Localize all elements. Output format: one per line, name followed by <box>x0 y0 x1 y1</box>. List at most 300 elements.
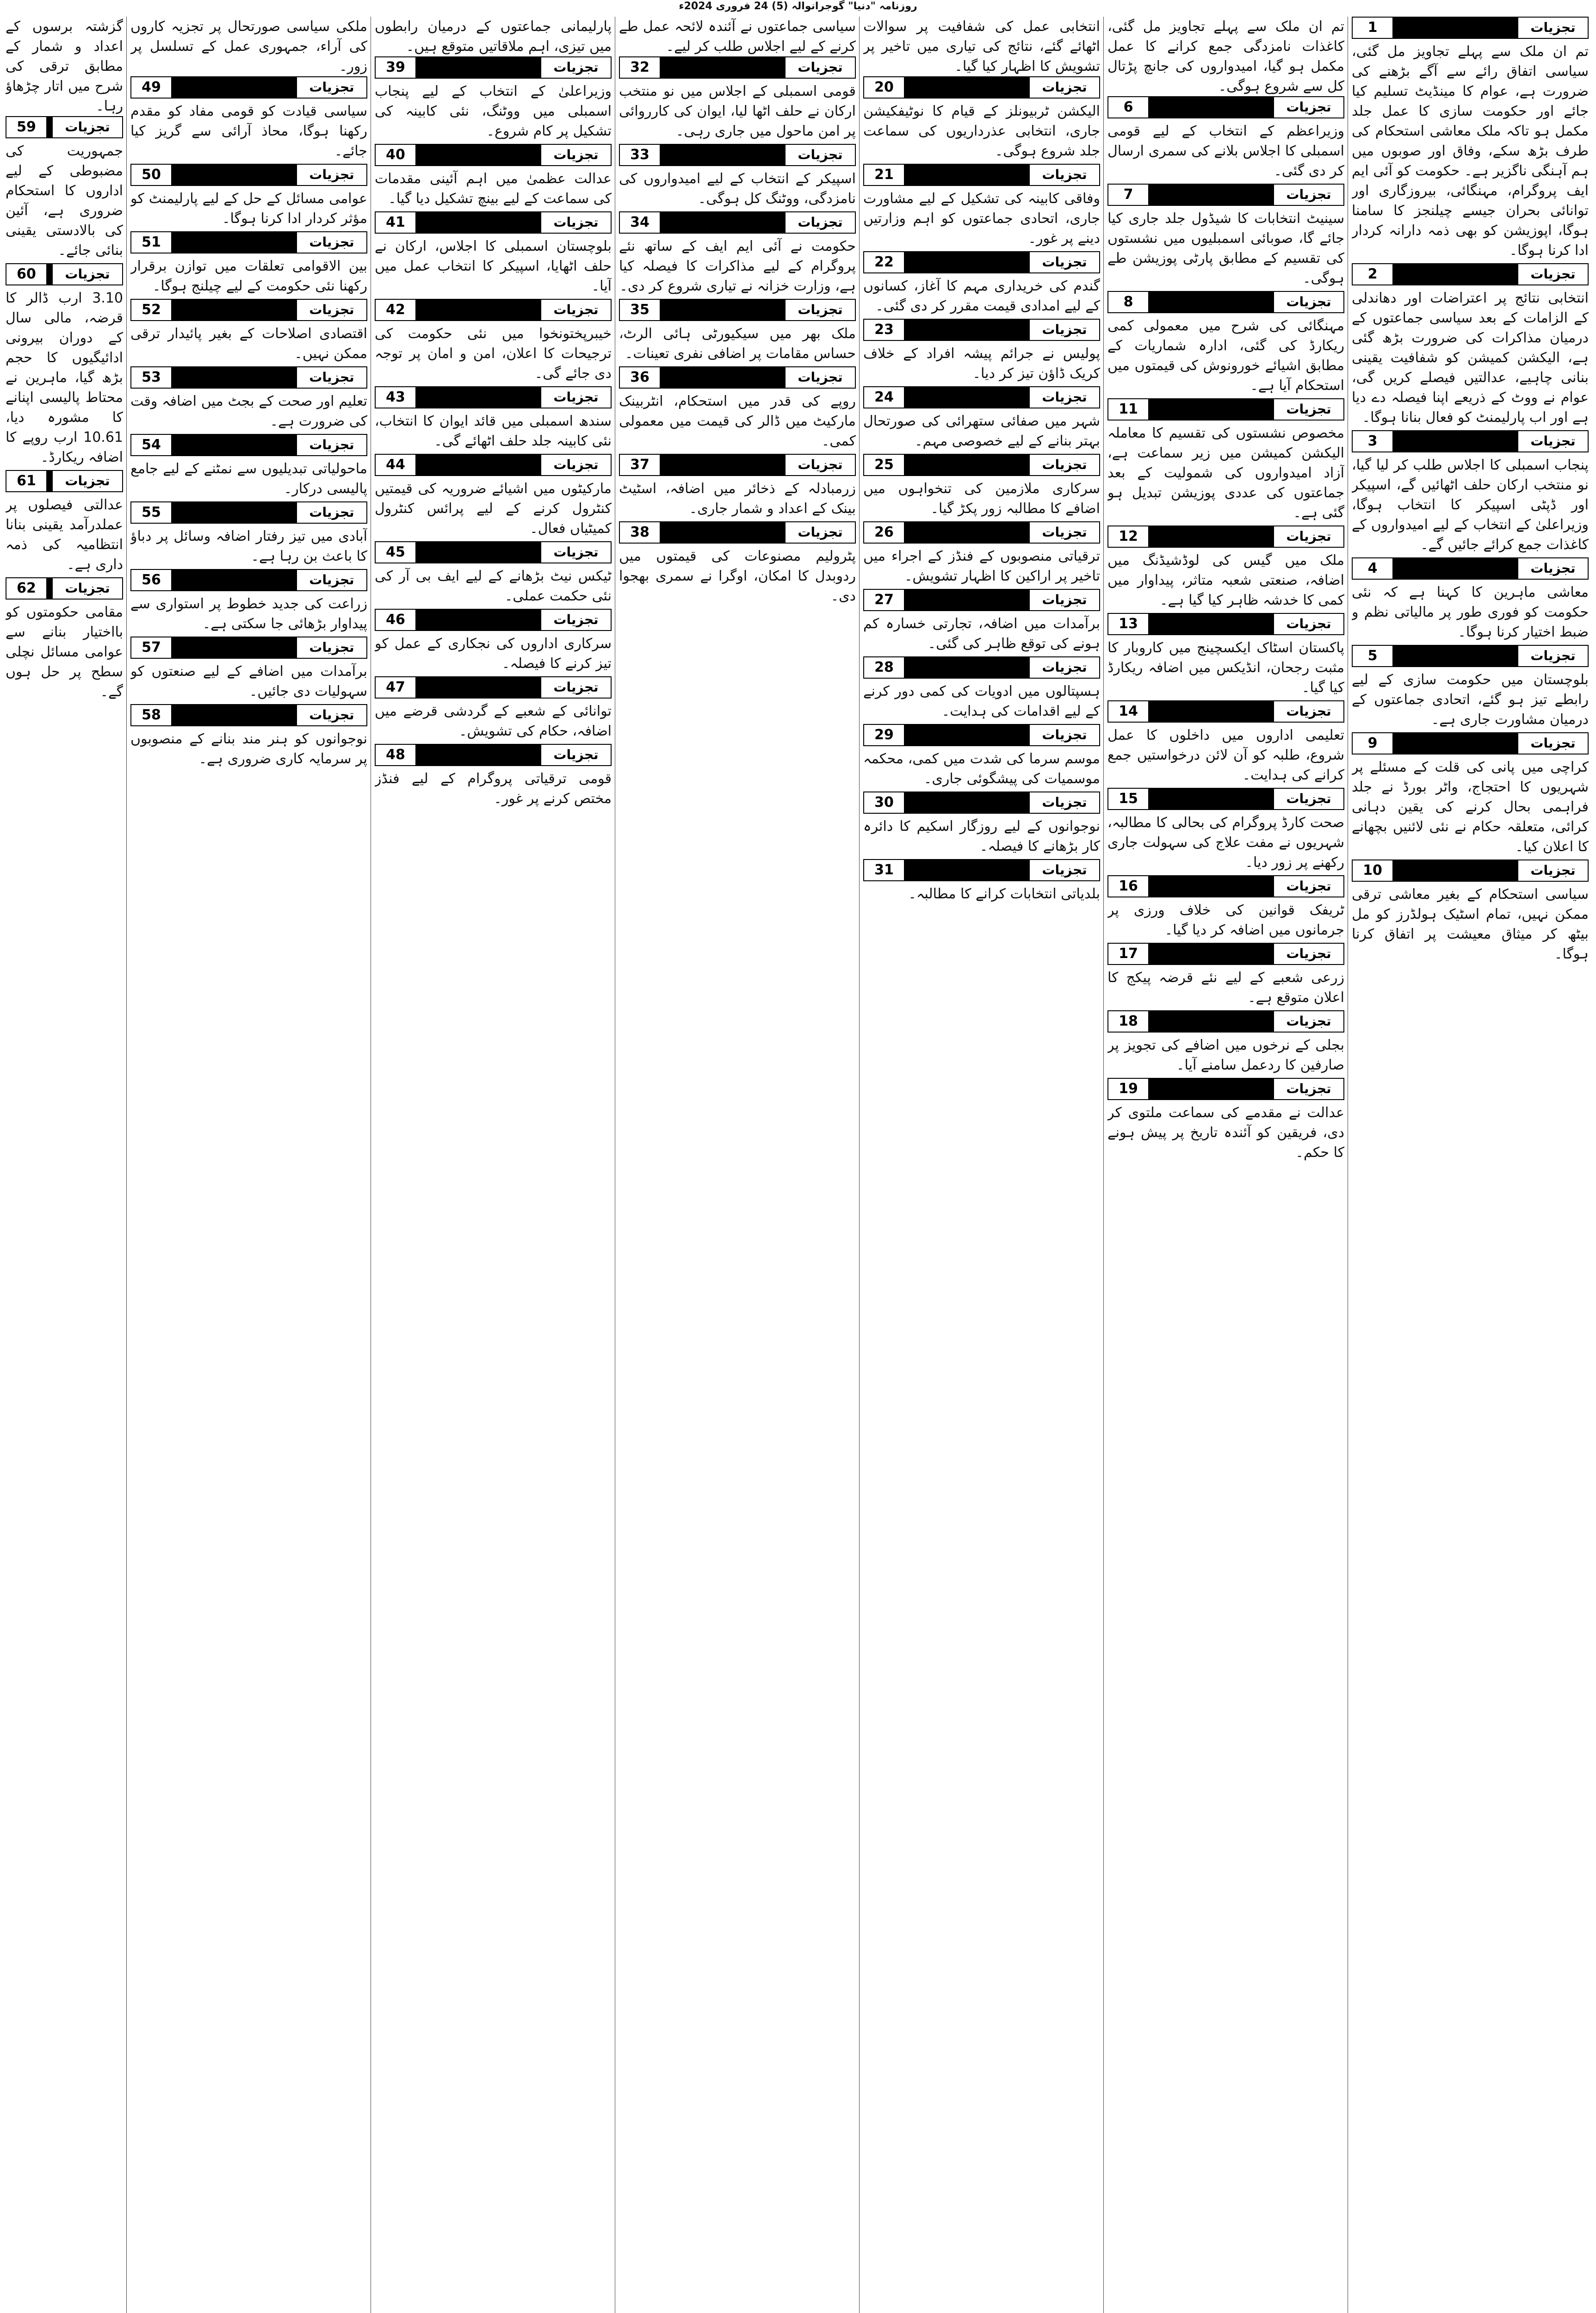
item-label: تجزیات <box>1274 614 1343 634</box>
item-header <box>863 656 1100 679</box>
item-text: مقامی حکومتوں کو بااختیار بنانے سے عوامی مسائل نچلی سطح پر حل ہوں گے۔ <box>6 604 123 700</box>
item-label: تجزیات <box>1030 165 1099 185</box>
analysis-item <box>1352 263 1589 427</box>
item-label: تجزیات <box>1274 701 1343 722</box>
header-bar <box>904 860 1030 880</box>
item-text: توانائی کے شعبے کے گردشی قرضے میں اضافہ، حکام کی تشویش۔ <box>375 703 612 739</box>
item-number: 34 <box>620 212 660 233</box>
item-label: تجزیات <box>1030 522 1099 543</box>
item-header <box>863 164 1100 186</box>
header-bar <box>904 725 1030 745</box>
item-number: 62 <box>6 578 46 599</box>
item-text: پنجاب اسمبلی کا اجلاس طلب کر لیا گیا، نو منتخب ارکان حلف اٹھائیں گے، اسپیکر اور ڈپٹی اسپیکر کا انتخاب ہوگا، وزیراعلیٰ کے انتخاب کے لیے امیدواروں کے کاغذات جمع کرائے جائیں گے۔ <box>1352 457 1589 553</box>
item-label: تجزیات <box>786 57 855 78</box>
analysis-item <box>130 569 367 634</box>
header-bar <box>415 145 541 165</box>
analysis-item <box>619 366 856 451</box>
column-lead-text: سیاسی جماعتوں نے آئندہ لائحہ عمل طے کرنے کے لیے اجلاس طلب کر لیے۔ <box>619 19 856 55</box>
item-text: پاکستان اسٹاک ایکسچینج میں کاروبار کا مثبت رجحان، انڈیکس میں اضافہ ریکارڈ کیا گیا۔ <box>1107 640 1344 696</box>
item-number: 20 <box>864 77 904 98</box>
column-5 <box>375 17 612 2313</box>
item-text: 3.10 ارب ڈالر کا قرضہ، مالی سال کے دوران بیرونی ادائیگیوں کا حجم بڑھ گیا، ماہرین نے محتاط پالیسی اپنانے کا مشورہ دیا، 10.61 ارب روپے کا اضافہ ریکارڈ۔ <box>6 290 123 465</box>
item-label: تجزیات <box>297 77 366 98</box>
item-label: تجزیات <box>541 300 611 320</box>
analysis-item <box>375 299 612 383</box>
header-bar <box>415 745 541 765</box>
item-label: تجزیات <box>1030 455 1099 475</box>
item-label: تجزیات <box>53 578 122 599</box>
header-bar <box>171 570 297 590</box>
item-text: سیاسی قیادت کو قومی مفاد کو مقدم رکھنا ہوگا، محاذ آرائی سے گریز کیا جائے۔ <box>130 103 367 159</box>
masthead: روزنامہ "دنیا" گوجرانوالہ (5) 24 فروری 2024ء <box>679 0 917 12</box>
item-header <box>1107 96 1344 118</box>
item-label: تجزیات <box>541 745 611 765</box>
item-number: 54 <box>131 435 171 455</box>
item-number: 13 <box>1108 614 1148 634</box>
analysis-item <box>863 164 1100 248</box>
item-number: 39 <box>376 57 415 78</box>
item-text: سندھ اسمبلی میں قائد ایوان کا انتخاب، نئی کابینہ جلد حلف اٹھائے گی۔ <box>375 413 612 449</box>
item-number: 5 <box>1353 646 1392 666</box>
item-header <box>130 501 367 524</box>
item-header <box>863 76 1100 99</box>
column-lead-text: تم ان ملک سے پہلے تجاویز مل گئی، کاغذات نامزدگی جمع کرانے کا عمل مکمل ہو گیا، امیدواروں کی جانچ پڑتال کل سے شروع ہوگی۔ <box>1107 19 1344 94</box>
item-label: تجزیات <box>1274 876 1343 897</box>
header-bar <box>171 435 297 455</box>
item-number: 35 <box>620 300 660 320</box>
header-bar <box>1148 944 1274 964</box>
item-header <box>6 263 123 285</box>
header-bar <box>660 300 786 320</box>
header-bar <box>171 637 297 658</box>
analysis-item <box>863 792 1100 856</box>
header-bar <box>1392 646 1518 666</box>
item-text: ترقیاتی منصوبوں کے فنڈز کے اجراء میں تاخیر پر اراکین کا اظہار تشویش۔ <box>863 548 1100 584</box>
item-text: مہنگائی کی شرح میں معمولی کمی ریکارڈ کی گئی، ادارہ شماریات کے مطابق اشیائے خورونوش کی قیمتوں میں استحکام آیا ہے۔ <box>1107 318 1344 394</box>
analysis-item <box>863 656 1100 721</box>
item-label: تجزیات <box>1030 657 1099 678</box>
item-header <box>375 299 612 321</box>
item-header <box>1107 1078 1344 1100</box>
item-label: تجزیات <box>53 264 122 284</box>
item-header <box>1352 645 1589 667</box>
item-label: تجزیات <box>1030 252 1099 272</box>
header-bar <box>46 264 53 284</box>
analysis-item <box>863 724 1100 789</box>
item-header <box>1107 398 1344 421</box>
header-bar <box>1148 876 1274 897</box>
item-header <box>1352 732 1589 755</box>
item-number: 46 <box>376 610 415 630</box>
analysis-item <box>375 541 612 606</box>
item-header <box>375 676 612 699</box>
item-header <box>1352 430 1589 452</box>
header-bar <box>1148 789 1274 809</box>
item-text: تعلیمی اداروں میں داخلوں کا عمل شروع، طلبہ کو آن لائن درخواستیں جمع کرانے کی ہدایت۔ <box>1107 727 1344 783</box>
item-header <box>130 76 367 99</box>
item-header <box>1107 184 1344 206</box>
item-number: 33 <box>620 145 660 165</box>
item-header <box>1352 557 1589 580</box>
item-label: تجزیات <box>1518 264 1588 284</box>
column-2 <box>1107 17 1344 2313</box>
item-number: 60 <box>6 264 46 284</box>
item-header <box>1352 263 1589 285</box>
item-label: تجزیات <box>541 455 611 475</box>
column-lead-text: ملکی سیاسی صورتحال پر تجزیہ کاروں کی آراء، جمہوری عمل کے تسلسل پر زور۔ <box>130 19 367 74</box>
header-bar <box>171 77 297 98</box>
item-text: قومی اسمبلی کے اجلاس میں نو منتخب ارکان نے حلف اٹھا لیا، ایوان کی کارروائی پر امن ماحول میں جاری رہی۔ <box>619 83 856 139</box>
column-lead-text: انتخابی عمل کی شفافیت پر سوالات اٹھائے گئے، نتائج کی تیاری میں تاخیر پر تشویش کا اظہار کیا گیا۔ <box>863 19 1100 74</box>
item-label: تجزیات <box>1518 733 1588 754</box>
analysis-item <box>130 366 367 431</box>
item-label: تجزیات <box>786 367 855 388</box>
item-text: وزیراعظم کے انتخاب کے لیے قومی اسمبلی کا اجلاس بلانے کی سمری ارسال کر دی گئی۔ <box>1107 123 1344 179</box>
item-label: تجزیات <box>1274 944 1343 964</box>
item-text: عدالت عظمیٰ میں اہم آئینی مقدمات کی سماعت کے لیے بینچ تشکیل دیا گیا۔ <box>375 171 612 207</box>
header-bar <box>171 232 297 253</box>
item-header <box>863 386 1100 408</box>
item-number: 51 <box>131 232 171 253</box>
item-header <box>375 386 612 408</box>
column-1 <box>1352 17 1589 2313</box>
item-text: سرکاری اداروں کی نجکاری کے عمل کو تیز کرنے کا فیصلہ۔ <box>375 636 612 672</box>
item-number: 36 <box>620 367 660 388</box>
item-text: برآمدات میں اضافہ، تجارتی خسارہ کم ہونے کی توقع ظاہر کی گئی۔ <box>863 616 1100 652</box>
item-number: 25 <box>864 455 904 475</box>
item-number: 11 <box>1108 399 1148 420</box>
item-number: 55 <box>131 502 171 523</box>
item-label: تجزیات <box>297 705 366 725</box>
header-bar <box>904 522 1030 543</box>
header-bar <box>415 300 541 320</box>
item-label: تجزیات <box>1030 77 1099 98</box>
item-header <box>6 470 123 492</box>
item-text: جمہوریت کی مضبوطی کے لیے اداروں کا استحکام ضروری ہے، آئین کی بالادستی یقینی بنائی جائے۔ <box>6 143 123 259</box>
header-bar <box>415 542 541 563</box>
analysis-item <box>863 251 1100 316</box>
item-text: بجلی کے نرخوں میں اضافے کی تجویز پر صارفین کا ردعمل سامنے آیا۔ <box>1107 1037 1344 1073</box>
item-text: زرمبادلہ کے ذخائر میں اضافہ، اسٹیٹ بینک کے اعداد و شمار جاری۔ <box>619 481 856 517</box>
item-text: اسپیکر کے انتخاب کے لیے امیدواروں کی نامزدگی، ووٹنگ کل ہوگی۔ <box>619 171 856 207</box>
item-text: ٹیکس نیٹ بڑھانے کے لیے ایف بی آر کی نئی حکمت عملی۔ <box>375 568 612 604</box>
analysis-item <box>619 454 856 519</box>
item-header <box>619 521 856 544</box>
header-bar <box>1148 526 1274 547</box>
item-label: تجزیات <box>1030 725 1099 745</box>
analysis-item <box>6 263 123 467</box>
header-bar <box>904 455 1030 475</box>
header-bar <box>46 578 53 599</box>
item-label: تجزیات <box>297 637 366 658</box>
item-number: 2 <box>1353 264 1392 284</box>
item-number: 52 <box>131 300 171 320</box>
item-label: تجزیات <box>1518 431 1588 451</box>
header-bar <box>904 792 1030 813</box>
analysis-item <box>1107 96 1344 181</box>
item-number: 53 <box>131 367 171 388</box>
item-text: ہسپتالوں میں ادویات کی کمی دور کرنے کے لیے اقدامات کی ہدایت۔ <box>863 683 1100 719</box>
header-bar <box>660 145 786 165</box>
analysis-item <box>619 144 856 209</box>
item-text: مارکیٹوں میں اشیائے ضروریہ کی قیمتیں کنٹرول کرنے کے لیے پرائس کنٹرول کمیٹیاں فعال۔ <box>375 481 612 537</box>
item-text: بین الاقوامی تعلقات میں توازن برقرار رکھنا نئی حکومت کے لیے چیلنج ہوگا۔ <box>130 258 367 294</box>
item-number: 19 <box>1108 1079 1148 1099</box>
item-header <box>619 144 856 166</box>
analysis-item <box>1352 557 1589 642</box>
header-bar <box>904 387 1030 408</box>
analysis-item <box>619 299 856 364</box>
item-text: مخصوص نشستوں کی تقسیم کا معاملہ الیکشن کمیشن میں زیر سماعت ہے، آزاد امیدواروں کی شمولیت کے بعد جماعتوں کی عددی پوزیشن تبدیل ہو گئی ہے۔ <box>1107 425 1344 521</box>
analysis-item <box>130 76 367 161</box>
item-header <box>6 116 123 138</box>
item-number: 47 <box>376 677 415 698</box>
analysis-item <box>375 676 612 741</box>
analysis-item <box>1107 184 1344 288</box>
item-header <box>1352 17 1589 39</box>
column-lead-text: گزشتہ برسوں کے اعداد و شمار کے مطابق ترقی کی شرح میں اتار چڑھاؤ رہا۔ <box>6 19 123 114</box>
item-number: 4 <box>1353 558 1392 579</box>
header-bar <box>415 610 541 630</box>
analysis-item <box>863 76 1100 161</box>
item-label: تجزیات <box>786 212 855 233</box>
header-bar <box>171 367 297 388</box>
item-text: تعلیم اور صحت کے بجٹ میں اضافہ وقت کی ضرورت ہے۔ <box>130 393 367 429</box>
analysis-item <box>1107 1078 1344 1163</box>
item-number: 45 <box>376 542 415 563</box>
header-bar <box>46 471 53 491</box>
analysis-item <box>1352 860 1589 964</box>
item-number: 26 <box>864 522 904 543</box>
header-bar <box>415 677 541 698</box>
item-number: 32 <box>620 57 660 78</box>
analysis-item <box>1107 613 1344 698</box>
item-header <box>863 724 1100 746</box>
item-text: نوجوانوں کے لیے روزگار اسکیم کا دائرہ کار بڑھانے کا فیصلہ۔ <box>863 818 1100 854</box>
analysis-item <box>130 501 367 566</box>
header-bar <box>1392 264 1518 284</box>
analysis-item <box>1107 700 1344 785</box>
item-number: 49 <box>131 77 171 98</box>
item-label: تجزیات <box>786 455 855 475</box>
item-number: 40 <box>376 145 415 165</box>
header-bar <box>660 522 786 543</box>
item-number: 18 <box>1108 1011 1148 1032</box>
item-number: 59 <box>6 117 46 137</box>
analysis-item <box>863 589 1100 654</box>
analysis-item <box>619 521 856 606</box>
item-header <box>130 434 367 456</box>
header-bar <box>1148 97 1274 118</box>
item-label: تجزیات <box>541 212 611 233</box>
item-text: حکومت نے آئی ایم ایف کے ساتھ نئے پروگرام کے لیے مذاکرات کا فیصلہ کیا ہے، وزارت خزانہ نے تیاری شروع کر دی۔ <box>619 238 856 294</box>
header-bar <box>1392 733 1518 754</box>
item-text: بلوچستان میں حکومت سازی کے لیے رابطے تیز ہو گئے، اتحادی جماعتوں کے درمیان مشاورت جاری ہے۔ <box>1352 672 1589 728</box>
column-6 <box>130 17 367 2313</box>
item-text: پولیس نے جرائم پیشہ افراد کے خلاف کریک ڈاؤن تیز کر دیا۔ <box>863 346 1100 382</box>
item-number: 21 <box>864 165 904 185</box>
item-text: نوجوانوں کو ہنر مند بنانے کے منصوبوں پر سرمایہ کاری ضروری ہے۔ <box>130 731 367 767</box>
header-bar <box>904 590 1030 610</box>
item-header <box>130 637 367 659</box>
analysis-item <box>863 454 1100 519</box>
item-header <box>863 521 1100 544</box>
item-label: تجزیات <box>297 570 366 590</box>
analysis-item <box>375 454 612 538</box>
item-header <box>375 144 612 166</box>
item-header <box>863 251 1100 273</box>
item-text: زرعی شعبے کے لیے نئے قرضہ پیکج کا اعلان متوقع ہے۔ <box>1107 970 1344 1006</box>
analysis-item <box>375 386 612 451</box>
analysis-item <box>863 319 1100 383</box>
item-label: تجزیات <box>541 610 611 630</box>
item-header <box>1107 1010 1344 1033</box>
item-header <box>6 577 123 600</box>
item-label: تجزیات <box>1274 185 1343 205</box>
header-bar <box>46 117 53 137</box>
header-bar <box>1392 431 1518 451</box>
analysis-item <box>375 56 612 141</box>
item-text: ملک میں گیس کی لوڈشیڈنگ میں اضافہ، صنعتی شعبہ متاثر، پیداوار میں کمی کا خدشہ ظاہر کیا گیا ہے۔ <box>1107 552 1344 608</box>
analysis-item <box>6 116 123 260</box>
item-header <box>375 744 612 766</box>
item-label: تجزیات <box>53 471 122 491</box>
item-header <box>1107 700 1344 723</box>
item-header <box>130 704 367 726</box>
item-text: روپے کی قدر میں استحکام، انٹربینک مارکیٹ میں ڈالر کی قیمت میں معمولی کمی۔ <box>619 393 856 449</box>
item-header <box>863 859 1100 881</box>
analysis-item <box>375 744 612 809</box>
item-text: گندم کی خریداری مہم کا آغاز، کسانوں کے لیے امدادی قیمت مقرر کر دی گئی۔ <box>863 278 1100 314</box>
analysis-item <box>130 164 367 229</box>
item-text: ماحولیاتی تبدیلیوں سے نمٹنے کے لیے جامع پالیسی درکار۔ <box>130 461 367 497</box>
item-number: 6 <box>1108 97 1148 118</box>
item-text: خیبرپختونخوا میں نئی حکومت کی ترجیحات کا اعلان، امن و امان پر توجہ دی جائے گی۔ <box>375 326 612 382</box>
item-number: 50 <box>131 165 171 185</box>
item-number: 27 <box>864 590 904 610</box>
item-number: 15 <box>1108 789 1148 809</box>
column-divider <box>126 17 127 2313</box>
item-text: بلوچستان اسمبلی کا اجلاس، ارکان نے حلف اٹھایا، اسپیکر کا انتخاب عمل میں آیا۔ <box>375 238 612 294</box>
item-label: تجزیات <box>1030 387 1099 408</box>
analysis-item <box>1352 732 1589 857</box>
item-label: تجزیات <box>297 367 366 388</box>
item-header <box>130 569 367 591</box>
header-bar <box>904 320 1030 340</box>
header-bar <box>415 57 541 78</box>
analysis-item <box>1352 17 1589 260</box>
item-label: تجزیات <box>541 387 611 408</box>
analysis-item <box>1107 398 1344 523</box>
header-bar <box>1148 614 1274 634</box>
item-header <box>375 56 612 79</box>
item-header <box>619 211 856 234</box>
item-label: تجزیات <box>1274 1079 1343 1099</box>
item-label: تجزیات <box>1518 646 1588 666</box>
item-number: 23 <box>864 320 904 340</box>
item-label: تجزیات <box>1274 292 1343 312</box>
item-text: معاشی ماہرین کا کہنا ہے کہ نئی حکومت کو فوری طور پر مالیاتی نظم و ضبط اختیار کرنا ہوگا۔ <box>1352 584 1589 640</box>
item-header <box>375 211 612 234</box>
item-header <box>863 319 1100 341</box>
header-bar <box>904 657 1030 678</box>
item-number: 31 <box>864 860 904 880</box>
item-label: تجزیات <box>1518 558 1588 579</box>
item-text: صحت کارڈ پروگرام کی بحالی کا مطالبہ، شہریوں نے مفت علاج کی سہولت جاری رکھنے پر زور دیا۔ <box>1107 815 1344 871</box>
item-text: برآمدات میں اضافے کے لیے صنعتوں کو سہولیات دی جائیں۔ <box>130 663 367 699</box>
item-number: 28 <box>864 657 904 678</box>
header-bar <box>660 57 786 78</box>
item-header <box>619 299 856 321</box>
item-header <box>619 366 856 389</box>
analysis-item <box>375 211 612 296</box>
item-text: سرکاری ملازمین کی تنخواہوں میں اضافے کا مطالبہ زور پکڑ گیا۔ <box>863 481 1100 517</box>
item-number: 58 <box>131 705 171 725</box>
item-number: 44 <box>376 455 415 475</box>
item-number: 57 <box>131 637 171 658</box>
item-header <box>1352 860 1589 882</box>
header-bar <box>171 502 297 523</box>
header-bar <box>171 300 297 320</box>
item-label: تجزیات <box>786 522 855 543</box>
item-label: تجزیات <box>786 145 855 165</box>
item-header <box>1107 613 1344 635</box>
item-label: تجزیات <box>1518 18 1588 38</box>
item-number: 30 <box>864 792 904 813</box>
analysis-item <box>130 637 367 701</box>
analysis-item <box>1352 645 1589 730</box>
header-bar <box>1392 860 1518 881</box>
item-label: تجزیات <box>1274 789 1343 809</box>
item-label: تجزیات <box>1030 860 1099 880</box>
item-text: زراعت کی جدید خطوط پر استواری سے پیداوار بڑھائی جا سکتی ہے۔ <box>130 596 367 632</box>
column-lead-text: پارلیمانی جماعتوں کے درمیان رابطوں میں تیزی، اہم ملاقاتیں متوقع ہیں۔ <box>375 19 612 55</box>
item-header <box>619 454 856 476</box>
header-bar <box>904 252 1030 272</box>
item-number: 37 <box>620 455 660 475</box>
item-number: 10 <box>1353 860 1392 881</box>
item-header <box>1107 526 1344 548</box>
analysis-item <box>1107 526 1344 610</box>
header-bar <box>1148 1079 1274 1099</box>
item-text: موسم سرما کی شدت میں کمی، محکمہ موسمیات کی پیشگوئی جاری۔ <box>863 751 1100 787</box>
analysis-item <box>863 859 1100 904</box>
item-label: تجزیات <box>541 57 611 78</box>
item-number: 12 <box>1108 526 1148 547</box>
item-text: الیکشن ٹربیونلز کے قیام کا نوٹیفکیشن جاری، انتخابی عذرداریوں کی سماعت جلد شروع ہوگی۔ <box>863 103 1100 159</box>
item-label: تجزیات <box>541 677 611 698</box>
item-label: تجزیات <box>297 165 366 185</box>
item-text: سینیٹ انتخابات کا شیڈول جلد جاری کیا جائے گا، صوبائی اسمبلیوں میں نشستوں کی تقسیم کے مطابق پارٹی پوزیشن طے ہوگی۔ <box>1107 210 1344 286</box>
item-header <box>130 366 367 389</box>
item-header <box>130 231 367 254</box>
item-number: 61 <box>6 471 46 491</box>
item-text: قومی ترقیاتی پروگرام کے لیے فنڈز مختص کرنے پر غور۔ <box>375 771 612 807</box>
column-divider <box>1103 17 1104 2313</box>
analysis-item <box>6 577 123 702</box>
header-bar <box>415 387 541 408</box>
header-bar <box>904 165 1030 185</box>
item-number: 9 <box>1353 733 1392 754</box>
item-number: 48 <box>376 745 415 765</box>
column-4 <box>619 17 856 2313</box>
analysis-item <box>619 56 856 141</box>
header-bar <box>904 77 1030 98</box>
item-label: تجزیات <box>297 232 366 253</box>
analysis-item <box>1107 291 1344 396</box>
item-number: 17 <box>1108 944 1148 964</box>
item-number: 43 <box>376 387 415 408</box>
